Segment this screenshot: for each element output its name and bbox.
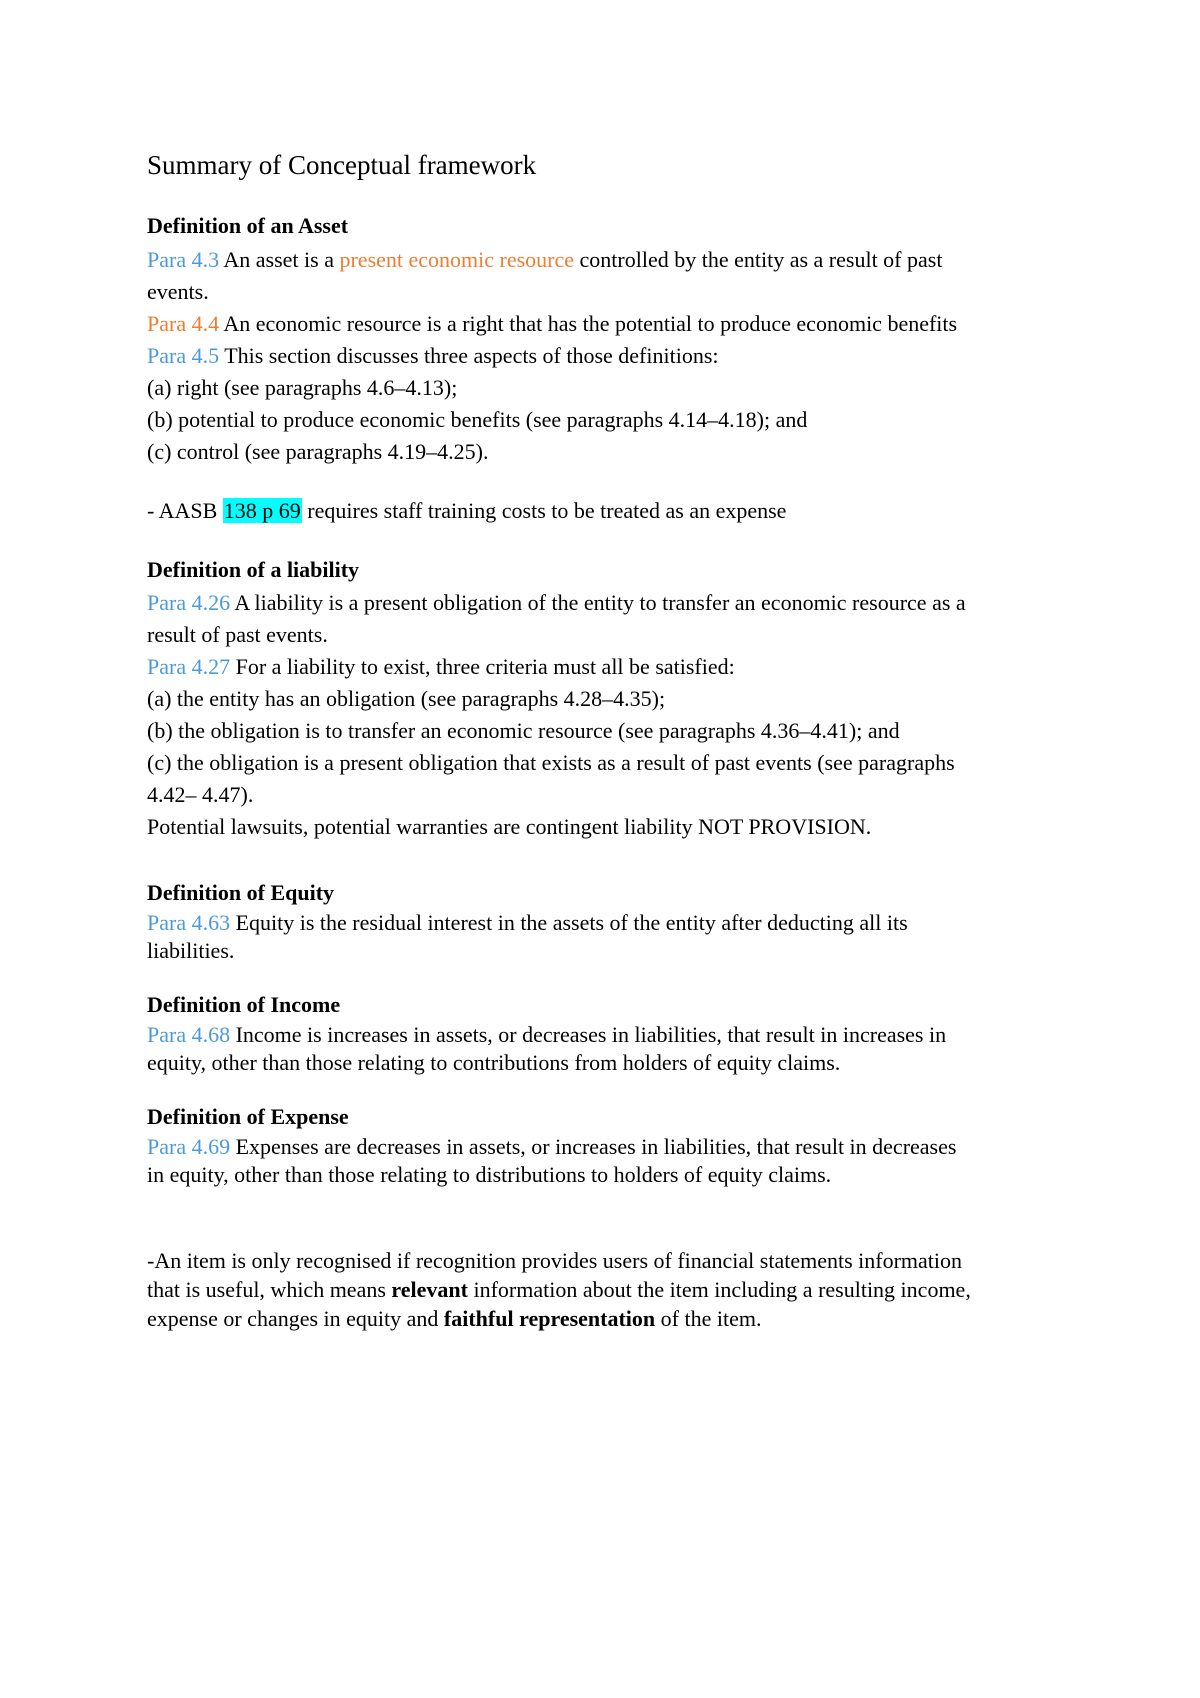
para-4-69-line-2: in equity, other than those relating to distributions to holders of equity claims. xyxy=(147,1162,832,1187)
para-4-26-line-1 xyxy=(147,588,966,618)
recognition-line-3 xyxy=(147,1304,761,1334)
liability-heading: Definition of a liability xyxy=(147,557,360,582)
para-4-63-text-a: Equity is the residual interest in the assets of the entity after deducting all its xyxy=(230,910,908,935)
para-4-63-line-1 xyxy=(147,908,908,938)
para-4-27-line xyxy=(147,652,735,682)
present-economic-resource-highlight: present economic resource xyxy=(339,247,575,272)
aasb-note xyxy=(147,496,786,526)
recognition-line-2-pre: that is useful, which means xyxy=(147,1277,392,1302)
recognition-line-3-pre: expense or changes in equity and xyxy=(147,1306,444,1331)
recognition-line-1: -An item is only recognised if recognition provides users of financial statements information xyxy=(147,1248,963,1273)
recognition-line-2-post: information about the item including a resulting income, xyxy=(467,1277,971,1302)
para-4-69-line-1 xyxy=(147,1132,956,1162)
para-4-26-line-2: result of past events. xyxy=(147,622,328,647)
liability-item-a: (a) the entity has an obligation (see paragraphs 4.28–4.35); xyxy=(147,686,666,711)
para-4-69-ref: Para 4.69 xyxy=(147,1134,231,1159)
para-4-63-line-2: liabilities. xyxy=(147,938,235,963)
para-4-5-text: This section discusses three aspects of those definitions: xyxy=(219,343,719,368)
contingent-liability-note: Potential lawsuits, potential warranties are contingent liability NOT PROVISION. xyxy=(147,814,872,839)
para-4-68-ref: Para 4.68 xyxy=(147,1022,231,1047)
asset-item-c: (c) control (see paragraphs 4.19–4.25). xyxy=(147,439,489,464)
para-4-4-ref: Para 4.4 xyxy=(147,311,220,336)
equity-heading: Definition of Equity xyxy=(147,880,335,905)
asset-item-b: (b) potential to produce economic benefits (see paragraphs 4.14–4.18); and xyxy=(147,407,808,432)
aasb-highlight: 138 p 69 xyxy=(223,498,301,523)
para-4-4-line xyxy=(147,309,957,339)
para-4-5-line xyxy=(147,341,719,371)
para-4-68-line-2: equity, other than those relating to contributions from holders of equity claims. xyxy=(147,1050,841,1075)
para-4-68-line-1 xyxy=(147,1020,946,1050)
para-4-27-ref: Para 4.27 xyxy=(147,654,231,679)
para-4-3-text-b: controlled by the entity as a result of past xyxy=(574,247,943,272)
para-4-5-ref: Para 4.5 xyxy=(147,343,220,368)
relevant-emphasis: relevant xyxy=(391,1277,468,1302)
faithful-representation-emphasis: faithful representation xyxy=(443,1306,656,1331)
para-4-3-line-1 xyxy=(147,245,942,275)
asset-heading: Definition of an Asset xyxy=(147,213,349,238)
para-4-26-text-a: A liability is a present obligation of the entity to transfer an economic resource as a xyxy=(230,590,966,615)
liability-item-c-line-2: 4.42– 4.47). xyxy=(147,782,254,807)
document-title: Summary of Conceptual framework xyxy=(147,150,537,180)
para-4-3-ref: Para 4.3 xyxy=(147,247,220,272)
para-4-3-text-a: An asset is a xyxy=(219,247,340,272)
expense-heading: Definition of Expense xyxy=(147,1104,349,1129)
recognition-line-3-post: of the item. xyxy=(655,1306,762,1331)
para-4-63-ref: Para 4.63 xyxy=(147,910,231,935)
para-4-26-ref: Para 4.26 xyxy=(147,590,231,615)
aasb-prefix: - AASB xyxy=(147,498,223,523)
income-heading: Definition of Income xyxy=(147,992,341,1017)
para-4-4-text: An economic resource is a right that has the potential to produce economic benefits xyxy=(219,311,958,336)
asset-item-a: (a) right (see paragraphs 4.6–4.13); xyxy=(147,375,458,400)
recognition-line-2 xyxy=(147,1275,971,1305)
liability-item-b: (b) the obligation is to transfer an economic resource (see paragraphs 4.36–4.41); and xyxy=(147,718,900,743)
liability-item-c-line-1: (c) the obligation is a present obligation that exists as a result of past events (see paragraphs xyxy=(147,750,955,775)
aasb-suffix: requires staff training costs to be treated as an expense xyxy=(301,498,787,523)
para-4-68-text-a: Income is increases in assets, or decreases in liabilities, that result in increases in xyxy=(230,1022,947,1047)
para-4-69-text-a: Expenses are decreases in assets, or increases in liabilities, that result in decreases xyxy=(230,1134,957,1159)
para-4-3-line-2: events. xyxy=(147,279,209,304)
para-4-27-text: For a liability to exist, three criteria must all be satisfied: xyxy=(230,654,735,679)
